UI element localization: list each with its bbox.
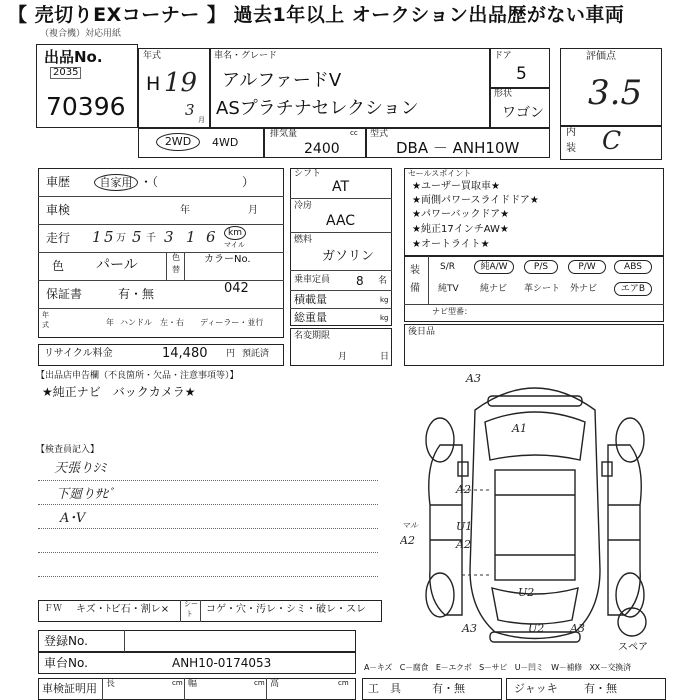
seat-label-1: シー [184, 600, 198, 608]
color-divider [184, 252, 185, 280]
row-divider [290, 232, 392, 233]
displacement-value: 2400 [304, 141, 340, 157]
inspector-label: 【検査員記入】 [36, 445, 100, 455]
sales-point-item: ★オートライト★ [412, 239, 490, 250]
note-line [38, 480, 378, 481]
year-value: 19 [164, 68, 198, 98]
shape-label: 形状 [494, 89, 513, 99]
first-year-label-1: 年 [42, 311, 49, 319]
lot-label: 出品No. [44, 48, 103, 66]
row-divider [290, 198, 392, 199]
defects-value: キズ・ﾄビ石・割レ× [76, 604, 170, 615]
mileage-digit-6: 6 [206, 228, 216, 246]
mileage-digit-5: 1 [186, 228, 196, 246]
car-label: 車名・グレード [214, 51, 278, 61]
mileage-sen: 千 [146, 233, 156, 244]
vehicle-details-box [38, 168, 284, 338]
banner-title: 【 売切りEXコーナー 】 過去1年以上 オークション出品歴がない車両 [8, 4, 625, 26]
sales-points-label: セールスポイント [408, 169, 472, 178]
doors-label: ドア [494, 51, 512, 61]
damage-mark: A2 [400, 534, 415, 547]
cert-length-unit: cm [172, 679, 183, 687]
equipment-label-2: 備 [410, 283, 420, 294]
color-change-1: 色 [172, 253, 180, 262]
color-change-2: 替 [172, 265, 180, 274]
ac-value: AAC [326, 213, 356, 229]
history-label: 車歴 [46, 175, 71, 189]
mileage-digit-3: 5 [132, 228, 142, 246]
cert-divider [102, 678, 103, 700]
shift-value: AT [332, 179, 350, 195]
capacity-label: 乗車定員 [294, 275, 331, 285]
warranty-value: 有・無 [118, 287, 155, 301]
color-no-label: カラーNo. [204, 254, 251, 265]
weight-label: 総重量 [294, 311, 327, 324]
inspector-note: 下廻りｻﾋﾞ [56, 487, 115, 502]
model-value: DBA － ANH10W [396, 139, 520, 157]
history-rest: ・（ ） [140, 175, 255, 189]
drive-4wd: 4WD [212, 136, 239, 149]
cert-height-unit: cm [338, 679, 349, 687]
body-outline [470, 388, 600, 639]
jack-value: 有・無 [584, 682, 617, 695]
defects-divider [180, 600, 181, 622]
damage-mark: U2 [518, 586, 535, 599]
lot-small-number: 2035 [50, 67, 81, 79]
row-divider [290, 308, 392, 309]
jack-label: ジャッキ [514, 682, 558, 695]
mileage-digit-1: 1 [92, 228, 102, 246]
row-divider [38, 308, 284, 309]
front-bumper [488, 396, 582, 406]
damage-legend: A－キズ C－腐食 E－エクボ S－サビ U－凹ミ W－補修 XX－交換済 [364, 663, 631, 672]
damage-mark: マル [402, 521, 418, 530]
color-label: 色 [52, 259, 65, 273]
doors-value: 5 [516, 64, 527, 84]
inspection-month: 月 [248, 205, 258, 216]
damage-mark: A1 [512, 422, 527, 435]
sales-point-item: ★両側パワースライドドア★ [412, 195, 539, 206]
row-divider [38, 252, 284, 253]
year-month-unit: 月 [198, 116, 205, 124]
lot-number: 70396 [46, 92, 126, 121]
right-side-panel [608, 445, 641, 615]
color-divider [166, 252, 167, 280]
defects-label: ＦＷ [44, 604, 63, 614]
cert-width-unit: cm [254, 679, 265, 687]
score-value: 3.5 [588, 73, 643, 113]
first-year-label-2: 式 [42, 321, 49, 329]
mileage-man: 万 [116, 233, 126, 244]
wheel-front-right [616, 418, 644, 462]
mileage-digit-2: 5 [104, 228, 114, 246]
ac-label: 冷房 [294, 201, 313, 211]
load-label: 積載量 [294, 293, 327, 306]
rear-window [492, 588, 578, 624]
name-change-day: 日 [380, 352, 390, 362]
car-name: アルファードV [222, 70, 342, 91]
color-value: パール [96, 257, 138, 273]
equipment-leather-seat: 革シート [524, 284, 561, 294]
chassis-value: ANH10-0174053 [172, 656, 272, 670]
equipment-ps: P/S [524, 260, 558, 274]
recycle-value: 14,480 [162, 346, 208, 361]
row-divider [290, 270, 392, 271]
inspection-label: 車検 [46, 203, 71, 217]
fuel-label: 燃料 [294, 235, 313, 245]
displacement-label: 排気量 [270, 129, 298, 139]
seat-label-2: ト [186, 610, 193, 618]
tools-value: 有・無 [432, 682, 465, 695]
drive-2wd-circle: 2WD [156, 133, 200, 151]
exhibitor-note-label: 【出品店申告欄（不良箇所・欠品・注意事項等）】 [36, 371, 239, 381]
remarks-box [404, 324, 664, 366]
mileage-label: 走行 [46, 231, 71, 245]
note-line [38, 528, 378, 529]
first-year-unit: 年 [106, 318, 114, 327]
fuel-value: ガソリン [322, 249, 375, 264]
vehicle-damage-diagram [400, 370, 690, 660]
damage-mark: A2 [456, 483, 471, 496]
navi-model-label: ナビ型番： [432, 307, 472, 316]
year-label: 年式 [143, 51, 162, 61]
roof-outline [495, 470, 575, 580]
registration-label: 登録No. [44, 634, 88, 648]
damage-mark: U2 [528, 622, 545, 635]
wheel-front-left [426, 418, 454, 462]
note-line [38, 576, 378, 577]
damage-mark: U1 [456, 520, 473, 533]
shift-label: シフト [294, 169, 322, 179]
equipment-label-1: 装 [410, 265, 420, 276]
note-line [38, 552, 378, 553]
history-value: 自家用 [94, 174, 138, 191]
inspector-note: 天張りｼﾐ [54, 461, 107, 476]
mileage-unit-mile: マイル [224, 241, 245, 249]
inspection-year: 年 [180, 205, 190, 216]
exhibitor-note-value: ★純正ナビ バックカメラ★ [42, 385, 196, 399]
load-unit: kg [380, 296, 389, 304]
handle-side: ハンドル 左・右 [120, 318, 184, 327]
recycle-label: リサイクル料金 [44, 348, 113, 359]
cert-width: 幅 [188, 679, 198, 689]
right-mirror [602, 462, 612, 476]
row-divider [38, 196, 284, 197]
name-change-label: 名変期限 [294, 331, 331, 341]
cert-label: 車検証明用 [42, 682, 97, 695]
interior-label-2: 装 [566, 143, 576, 154]
equipment-pw: P/W [568, 260, 606, 274]
name-change-month: 月 [338, 352, 348, 362]
sales-point-item: ★パワーバックドア★ [412, 209, 510, 220]
damage-mark: A3 [466, 372, 481, 385]
score-label: 評価点 [586, 51, 616, 62]
equipment-genuine-navi: 純ナビ [480, 284, 508, 294]
cert-divider [184, 678, 185, 700]
note-line [38, 504, 378, 505]
hood-outline [485, 412, 585, 460]
damage-mark: A3 [462, 622, 477, 635]
recycle-unit: 円 [226, 349, 236, 359]
spare-label: スペア [618, 642, 648, 653]
weight-unit: kg [380, 314, 389, 322]
row-divider [290, 290, 392, 291]
row-divider [38, 224, 284, 225]
defects-divider [200, 600, 201, 622]
equipment-airbag: エアB [614, 282, 652, 296]
left-mirror [458, 462, 468, 476]
seat-defects: コゲ・穴・汚レ・シミ・破レ・スレ [206, 604, 366, 615]
paper-subtitle: （複合機）対応用紙 [40, 29, 122, 39]
equipment-divider [428, 256, 429, 304]
equipment-genuine-aw: 純A/W [474, 260, 514, 274]
equipment-divider [404, 304, 664, 305]
damage-mark: A3 [570, 622, 585, 635]
inspector-note: A･V [60, 511, 86, 526]
color-no-value: 042 [224, 281, 249, 296]
tools-label: 工 具 [368, 682, 401, 695]
remarks-label: 後日品 [408, 327, 436, 337]
year-month: 3 [185, 101, 195, 119]
capacity-unit: 名 [378, 276, 388, 286]
mileage-unit-km: km [224, 226, 246, 240]
displacement-unit: cc [350, 129, 358, 137]
capacity-value: 8 [356, 274, 364, 288]
cert-divider [266, 678, 267, 700]
recycle-deposit: 預託済 [242, 349, 270, 359]
cert-length: 長 [106, 679, 116, 689]
damage-mark: A2 [456, 538, 471, 551]
interior-label-1: 内 [566, 127, 576, 138]
sales-point-item: ★純正17インチAW★ [412, 224, 509, 235]
year-era: H [146, 73, 161, 95]
equipment-tv: 純TV [438, 284, 459, 294]
chassis-label: 車台No. [44, 656, 88, 670]
warranty-label: 保証書 [46, 287, 83, 301]
car-grade: ASプラチナセレクション [216, 98, 419, 119]
cert-height: 高 [270, 679, 280, 689]
sales-point-item: ★ユーザー買取車★ [412, 181, 500, 192]
equipment-abs: ABS [614, 260, 652, 274]
dealer-type: ディーラー・並行 [200, 318, 264, 327]
interior-value: C [602, 126, 622, 155]
spare-tire [618, 608, 646, 636]
equipment-sr: S/R [440, 262, 455, 272]
mileage-digit-4: 3 [164, 228, 174, 246]
equipment-external-navi: 外ナビ [570, 284, 598, 294]
shape-value: ワゴン [502, 105, 544, 121]
model-label: 型式 [370, 129, 389, 139]
